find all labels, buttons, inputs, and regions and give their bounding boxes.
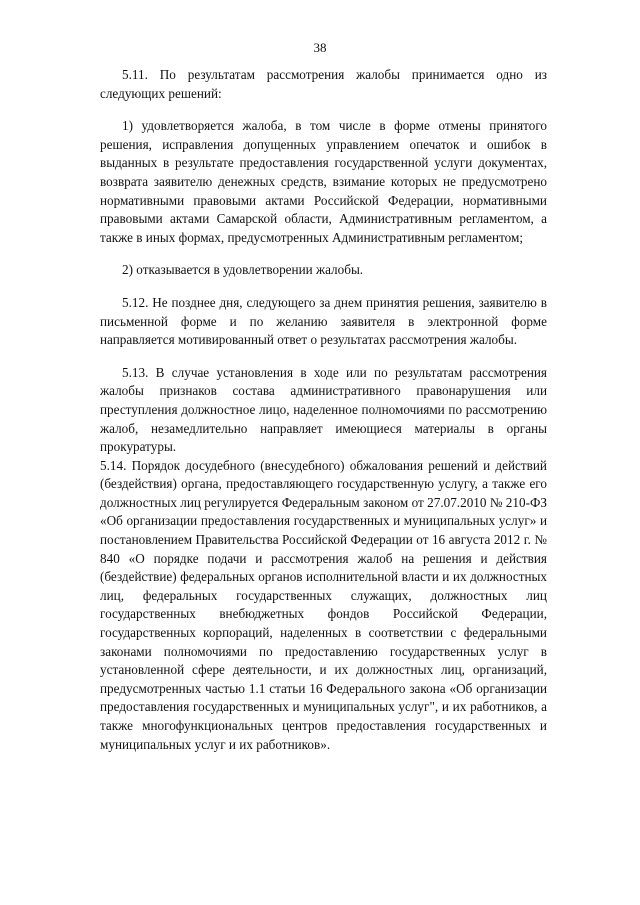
page-number: 38 <box>313 40 327 55</box>
paragraph-5-12: 5.12. Не позднее дня, следующего за днем принятия решения, заявителю в письменной форме и по желанию заявителя в электронной форме направляется мотивированный ответ о результатах рассмотрения жалобы. <box>100 294 547 348</box>
paragraph-5-14: 5.14. Порядок досудебного (внесудебного) обжалования решений и действий (бездействия) органа, предоставляющего государственную услугу, а также его должностных лиц регулируется Федеральным законом от 27.07.2010 № 210-ФЗ «Об организации предоставления государственных и муниципальных услуг» и постановлением Правительства Российской Федерации от 16 августа 2012 г. № 840 «О порядке подачи и рассмотрения жалоб на решения и действия (бездействие) федеральных органов исполнительной власти и их должностных лиц, федеральных государственных служащих, должностных лиц государственных внебюджетных фондов Российской Федерации, государственных корпораций, наделенных в соответствии с федеральными законами полномочиями по предоставлению государственных услуг в установленной сфере деятельности, и их должностных лиц, организаций, предусмотренных частью 1.1 статьи 16 Федерального закона «Об организации предоставления государственных и муниципальных услуг", и их работников, а также многофункциональных центров предоставления государственных и муниципальных услуг и их работников». <box>100 457 547 752</box>
document-body <box>100 66 547 754</box>
paragraph-decision-1: 1) удовлетворяется жалоба, в том числе в форме отмены принятого решения, исправления допущенных управлением опечаток и ошибок в выданных в результате предоставления государственной услуги документах, возврата заявителю денежных средств, взимание которых не предусмотрено нормативными правовыми актами Российской Федерации, нормативными правовыми актами Самарской области, Административным регламентом, а также в иных формах, предусмотренных Административным регламентом; <box>100 118 547 245</box>
paragraph-5-11: 5.11. По результатам рассмотрения жалобы принимается одно из следующих решений: <box>100 67 547 101</box>
paragraph-decision-2: 2) отказывается в удовлетворении жалобы. <box>122 262 364 278</box>
paragraph-5-13: 5.13. В случае установления в ходе или по результатам рассмотрения жалобы признаков состава административного правонарушения или преступления должностное лицо, наделенное полномочиями по рассмотрению жалоб, незамедлительно направляет имеющиеся материалы в органы прокуратуры. <box>100 364 547 455</box>
